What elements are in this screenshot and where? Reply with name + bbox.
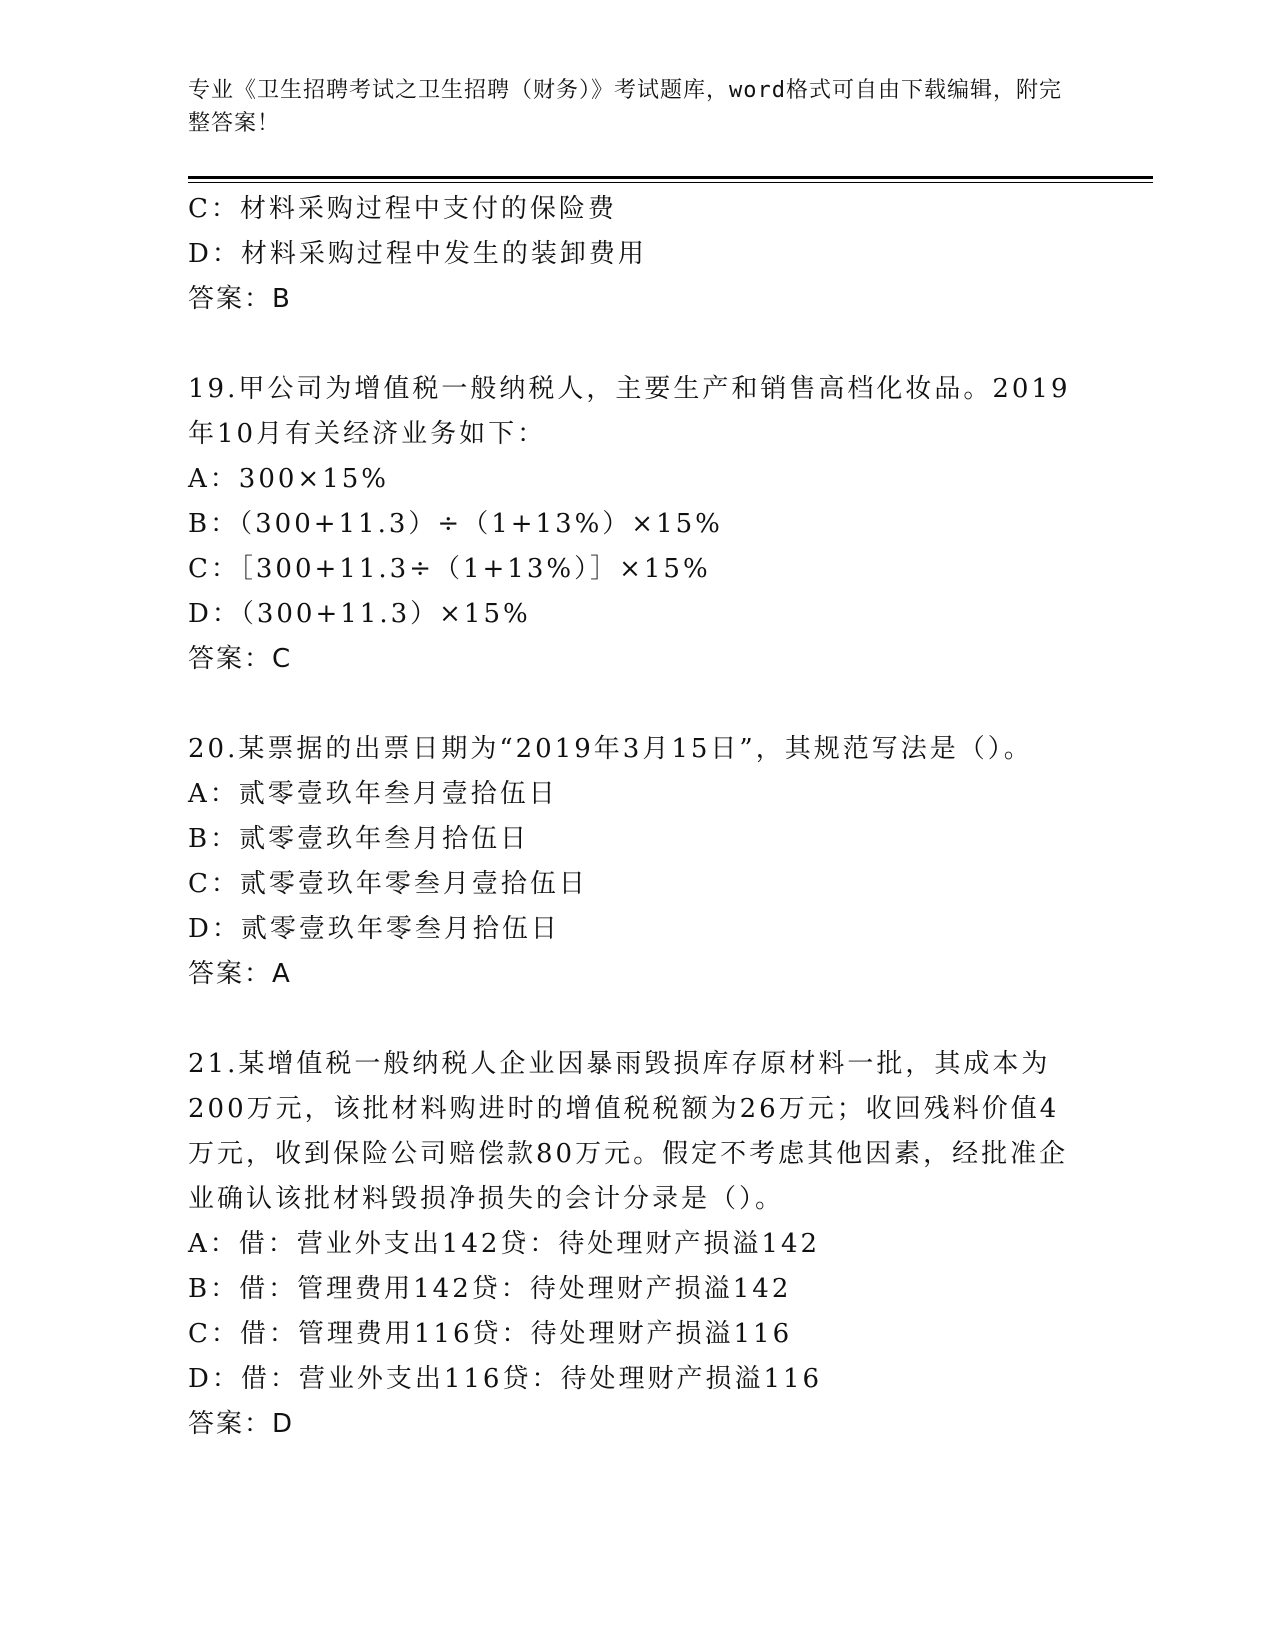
question-text: 21.某增值税一般纳税人企业因暴雨毁损库存原材料一批，其成本为200万元，该批材料购进时的增值税税额为26万元；收回残料价值4万元，收到保险公司赔偿款80万元。假定不考虑其他因素，经批准企业确认该批材料毁损净损失的会计分录是（）。 (188, 1049, 1069, 1214)
option-d: D：贰零壹玖年零叁月拾伍日 (188, 914, 560, 944)
document-header: 专业《卫生招聘考试之卫生招聘（财务）》考试题库，word格式可自由下载编辑，附完整答案！ (188, 78, 1062, 136)
option-d: D：借：营业外支出116贷：待处理财产损溢116 (188, 1364, 823, 1394)
answer-line: 答案：A (188, 959, 292, 989)
header-divider (188, 176, 1153, 183)
question-21 (188, 1042, 1088, 1447)
option-c: C：借：管理费用116贷：待处理财产损溢116 (188, 1319, 793, 1349)
answer-line: 答案：B (188, 284, 292, 314)
question-text: 20.某票据的出票日期为“2019年3月15日”，其规范写法是（）。 (188, 734, 1033, 764)
question-text: 19.甲公司为增值税一般纳税人，主要生产和销售高档化妆品。2019年10月有关经济业务如下： (188, 374, 1071, 449)
option-c: C：［300+11.3÷（1+13%）］×15% (188, 554, 711, 584)
question-20 (188, 727, 1088, 997)
question-19 (188, 367, 1088, 682)
option-a: A：300×15% (188, 464, 389, 494)
document-body (188, 187, 1088, 1447)
option-d: D：材料采购过程中发生的装卸费用 (188, 239, 647, 269)
option-b: B：借：管理费用142贷：待处理财产损溢142 (188, 1274, 792, 1304)
option-c: C：贰零壹玖年零叁月壹拾伍日 (188, 869, 588, 899)
answer-line: 答案：C (188, 644, 293, 674)
option-a: A：贰零壹玖年叁月壹拾伍日 (188, 779, 558, 809)
option-a: A：借：营业外支出142贷：待处理财产损溢142 (188, 1229, 821, 1259)
option-b: B：贰零壹玖年叁月拾伍日 (188, 824, 530, 854)
option-b: B：（300+11.3）÷（1+13%）×15% (188, 509, 723, 539)
option-c: C：材料采购过程中支付的保险费 (188, 194, 617, 224)
answer-line: 答案：D (188, 1409, 295, 1439)
option-d: D：（300+11.3）×15% (188, 599, 531, 629)
